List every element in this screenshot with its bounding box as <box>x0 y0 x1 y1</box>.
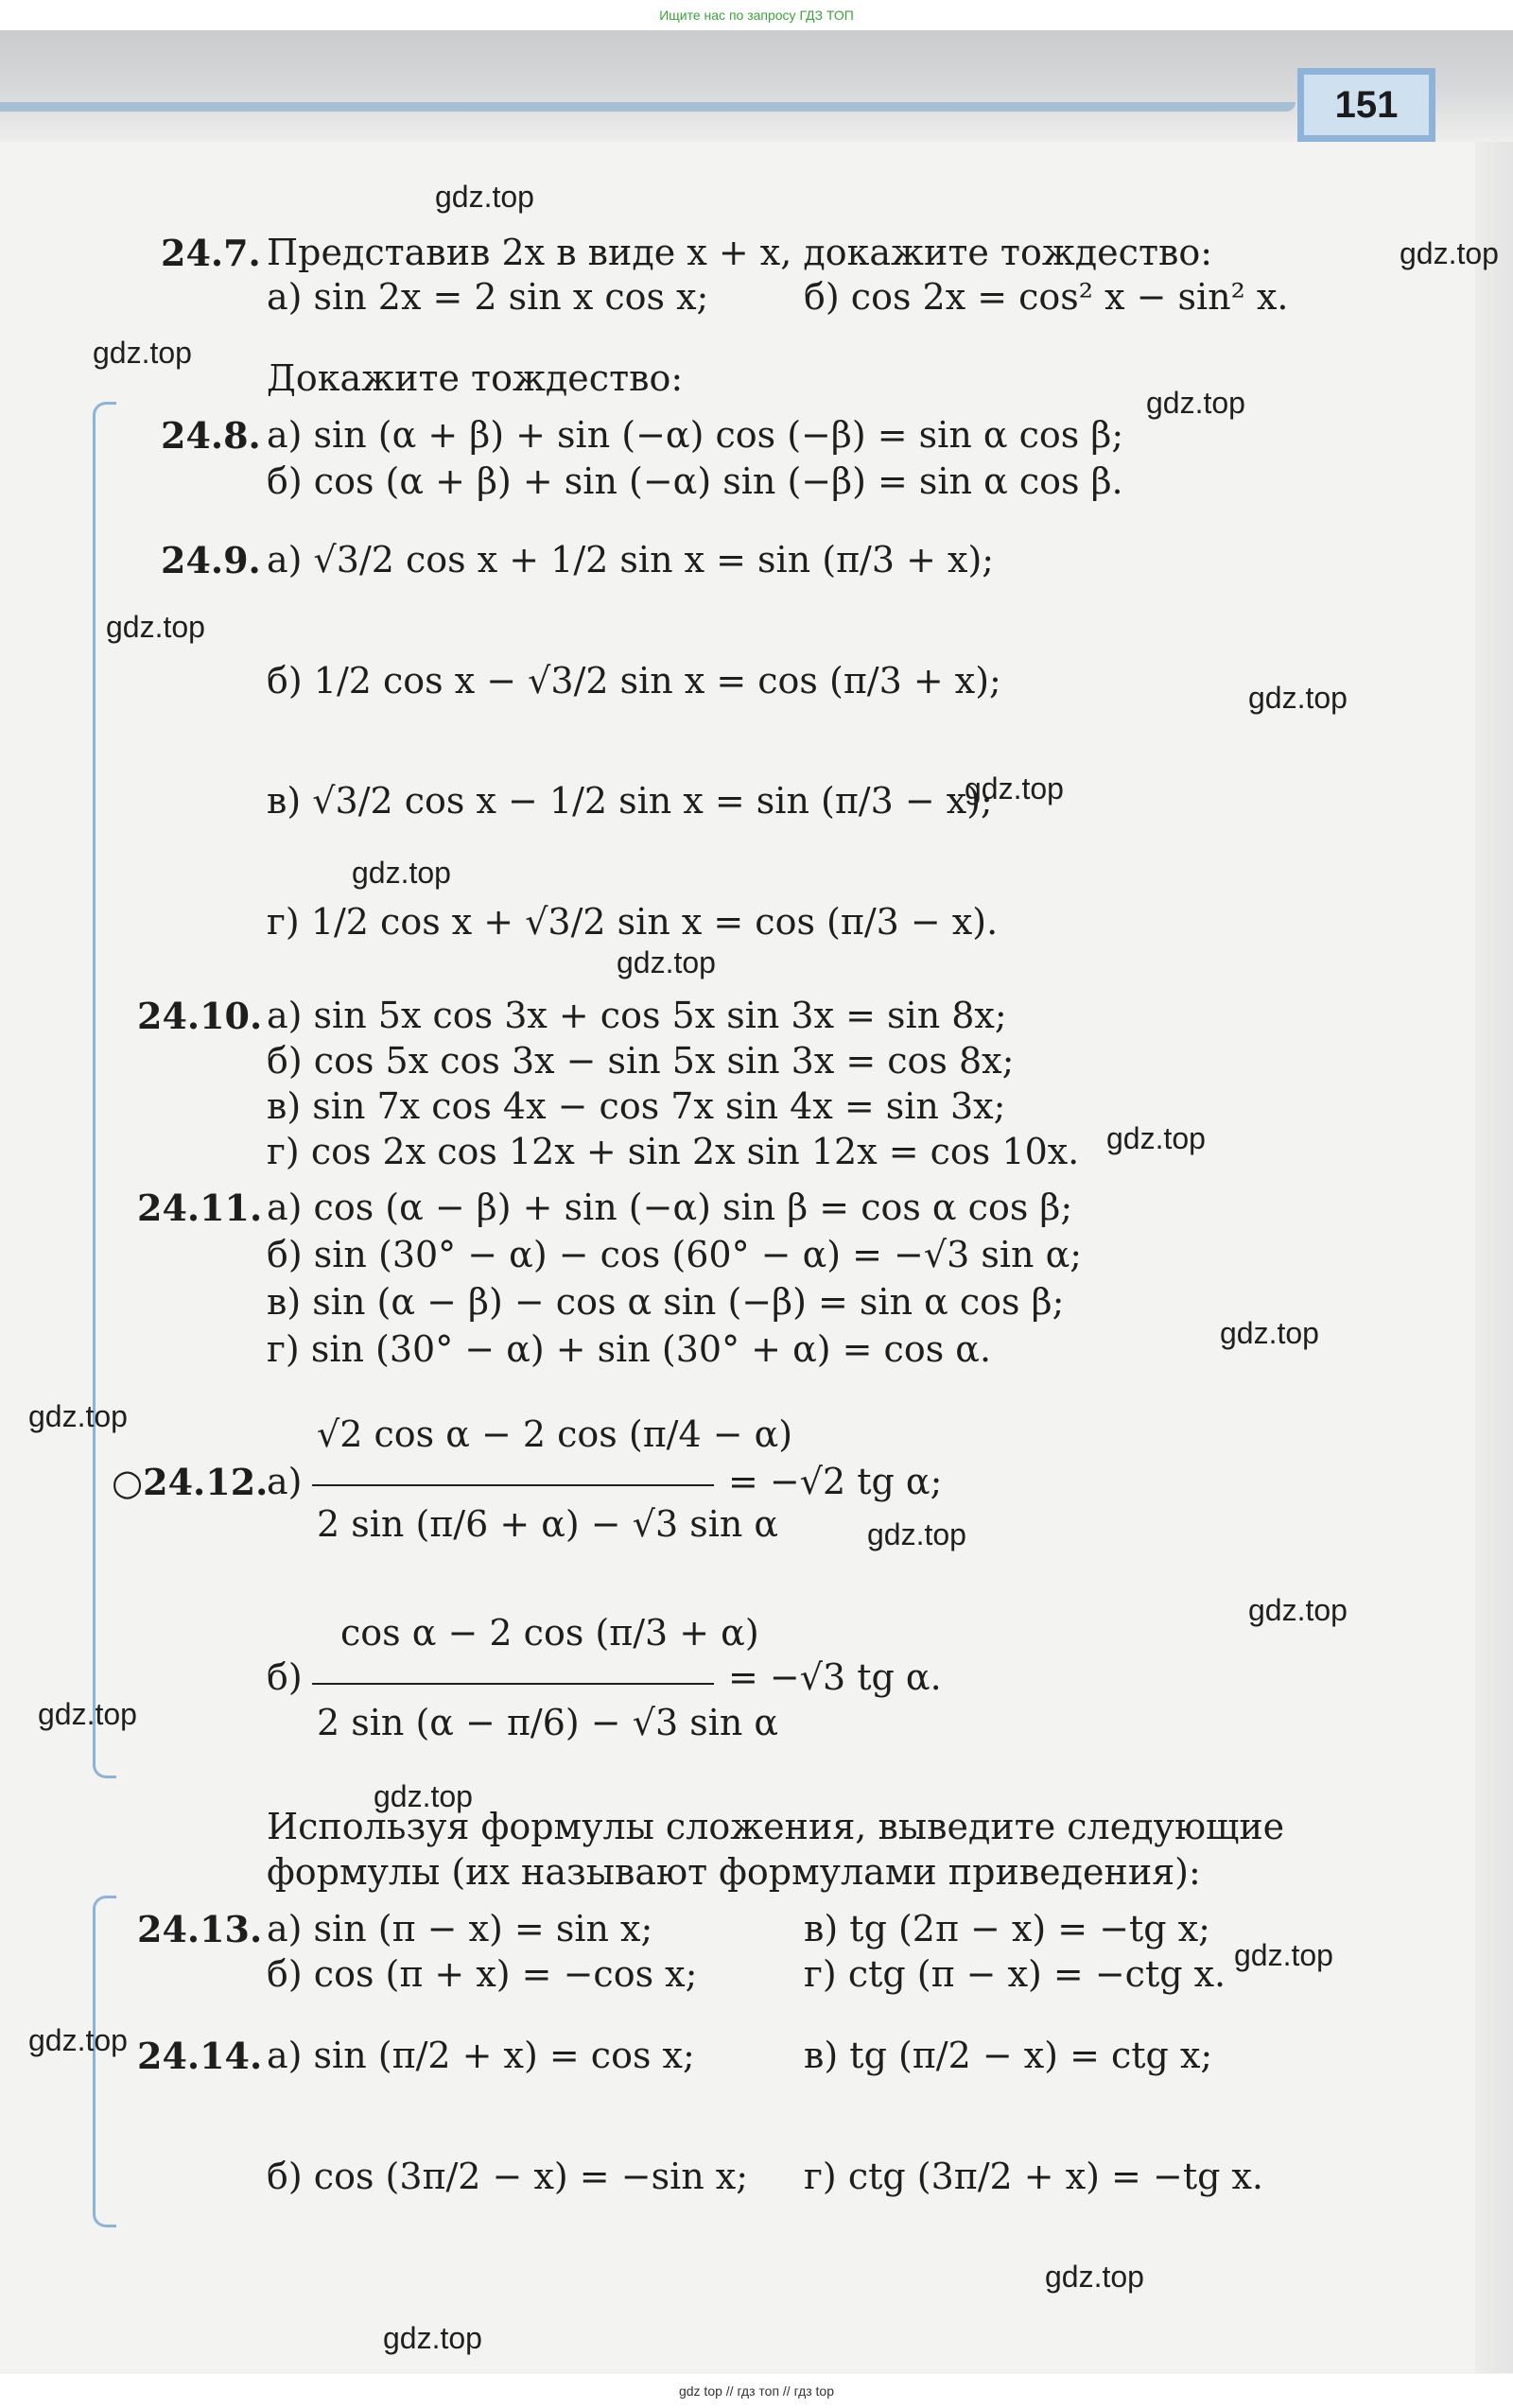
problem-24-10-c: в) sin 7x cos 4x − cos 7x sin 4x = sin 3x; <box>267 1085 1006 1127</box>
group-bracket-reduction <box>93 1896 116 2227</box>
problem-number-24-10: 24.10. <box>137 995 263 1037</box>
watermark: gdz.top <box>1400 236 1499 270</box>
problem-24-7-b: б) cos 2x = cos² x − sin² x. <box>804 276 1289 318</box>
problem-number-24-11: 24.11. <box>137 1187 263 1229</box>
problem-24-9-a: а) √3/2 cos x + 1/2 sin x = sin (π/3 + x); <box>267 539 995 580</box>
problem-24-8-a: а) sin (α + β) + sin (−α) cos (−β) = sin α cos β; <box>267 414 1124 456</box>
problem-24-7-intro: Представив 2x в виде x + x, докажите тождество: <box>267 232 1213 273</box>
problem-24-11-c: в) sin (α − β) − cos α sin (−β) = sin α cos β; <box>267 1281 1065 1323</box>
problem-24-14-d: г) ctg (3π/2 + x) = −tg x. <box>804 2156 1264 2197</box>
problem-24-14-c: в) tg (π/2 − x) = ctg x; <box>804 2035 1213 2076</box>
problem-number-24-13: 24.13. <box>137 1908 263 1950</box>
problem-24-8-b: б) cos (α + β) + sin (−α) sin (−β) = sin α cos β. <box>267 460 1123 502</box>
watermark: gdz.top <box>93 336 192 370</box>
watermark: gdz.top <box>1248 1593 1348 1627</box>
problem-24-11-a: а) cos (α − β) + sin (−α) sin β = cos α cos β; <box>267 1187 1073 1228</box>
problem-24-12-a-numerator: √2 cos α − 2 cos (π/4 − α) <box>317 1413 793 1455</box>
watermark: gdz.top <box>38 1697 137 1731</box>
problem-24-12-a-label: а) <box>267 1461 303 1502</box>
watermark: gdz.top <box>1106 1121 1206 1155</box>
problem-number-24-14: 24.14. <box>137 2035 263 2077</box>
watermark: gdz.top <box>617 945 716 979</box>
prove-heading: Докажите тождество: <box>267 357 684 399</box>
problem-24-13-d: г) ctg (π − x) = −ctg x. <box>804 1953 1226 1995</box>
problem-number-24-9: 24.9. <box>161 539 261 581</box>
problem-number-24-12: ○24.12. <box>112 1461 269 1503</box>
fraction-bar <box>312 1484 714 1486</box>
problem-24-13-b: б) cos (π + x) = −cos x; <box>267 1953 698 1995</box>
problem-24-12-a-denominator: 2 sin (π/6 + α) − √3 sin α <box>317 1503 779 1545</box>
watermark: gdz.top <box>867 1517 966 1551</box>
problem-number-24-8: 24.8. <box>161 414 261 457</box>
bottom-banner: gdz top // гдз топ // гдз top <box>0 2374 1513 2408</box>
watermark: gdz.top <box>28 1399 128 1433</box>
watermark: gdz.top <box>965 771 1064 806</box>
problem-24-9-d: г) 1/2 cos x + √3/2 sin x = cos (π/3 − x). <box>267 901 999 943</box>
watermark: gdz.top <box>106 610 205 644</box>
fraction-bar <box>312 1683 714 1685</box>
problem-24-12-b-rhs: = −√3 tg α. <box>728 1656 942 1698</box>
problem-24-14-b: б) cos (3π/2 − x) = −sin x; <box>267 2156 749 2197</box>
problem-24-10-a: а) sin 5x cos 3x + cos 5x sin 3x = sin 8x; <box>267 995 1007 1036</box>
page-edge <box>1475 142 1513 2373</box>
problem-24-12-b-numerator: cos α − 2 cos (π/3 + α) <box>340 1612 759 1654</box>
reduction-intro-line-2: формулы (их называют формулами приведения): <box>267 1851 1201 1893</box>
watermark: gdz.top <box>1146 386 1245 420</box>
problem-24-10-b: б) cos 5x cos 3x − sin 5x sin 3x = cos 8x; <box>267 1040 1015 1082</box>
problem-24-11-d: г) sin (30° − α) + sin (30° + α) = cos α. <box>267 1328 992 1370</box>
problem-24-7-a: а) sin 2x = 2 sin x cos x; <box>267 276 709 318</box>
page-header-band <box>0 30 1513 142</box>
watermark: gdz.top <box>1248 681 1348 715</box>
watermark: gdz.top <box>1220 1316 1319 1350</box>
problem-24-12-b-label: б) <box>267 1656 303 1698</box>
problem-24-11-b: б) sin (30° − α) − cos (60° − α) = −√3 sin α; <box>267 1234 1083 1275</box>
watermark: gdz.top <box>383 2321 482 2355</box>
problem-24-9-c: в) √3/2 cos x − 1/2 sin x = sin (π/3 − x); <box>267 780 993 822</box>
problem-24-13-c: в) tg (2π − x) = −tg x; <box>804 1908 1210 1949</box>
problem-number-24-7: 24.7. <box>161 232 261 274</box>
reduction-intro-line-1: Используя формулы сложения, выведите следующие <box>267 1806 1285 1847</box>
watermark: gdz.top <box>1234 1938 1333 1972</box>
watermark: gdz.top <box>352 856 451 890</box>
page-number: 151 <box>1297 68 1435 142</box>
problem-24-9-b: б) 1/2 cos x − √3/2 sin x = cos (π/3 + x); <box>267 660 1001 702</box>
problem-24-12-a-rhs: = −√2 tg α; <box>728 1461 943 1502</box>
header-accent-line <box>0 102 1296 112</box>
watermark: gdz.top <box>28 2023 128 2057</box>
watermark: gdz.top <box>1045 2260 1144 2294</box>
problem-24-14-a: а) sin (π/2 + x) = cos x; <box>267 2035 695 2076</box>
top-banner: Ищите нас по запросу ГДЗ ТОП <box>0 0 1513 30</box>
watermark: gdz.top <box>435 180 534 214</box>
problem-24-12-b-denominator: 2 sin (α − π/6) − √3 sin α <box>317 1702 779 1743</box>
problem-24-10-d: г) cos 2x cos 12x + sin 2x sin 12x = cos 10x. <box>267 1131 1080 1172</box>
problem-24-13-a: а) sin (π − x) = sin x; <box>267 1908 653 1949</box>
watermark: gdz.top <box>374 1779 473 1813</box>
group-bracket-proofs <box>93 402 116 1778</box>
